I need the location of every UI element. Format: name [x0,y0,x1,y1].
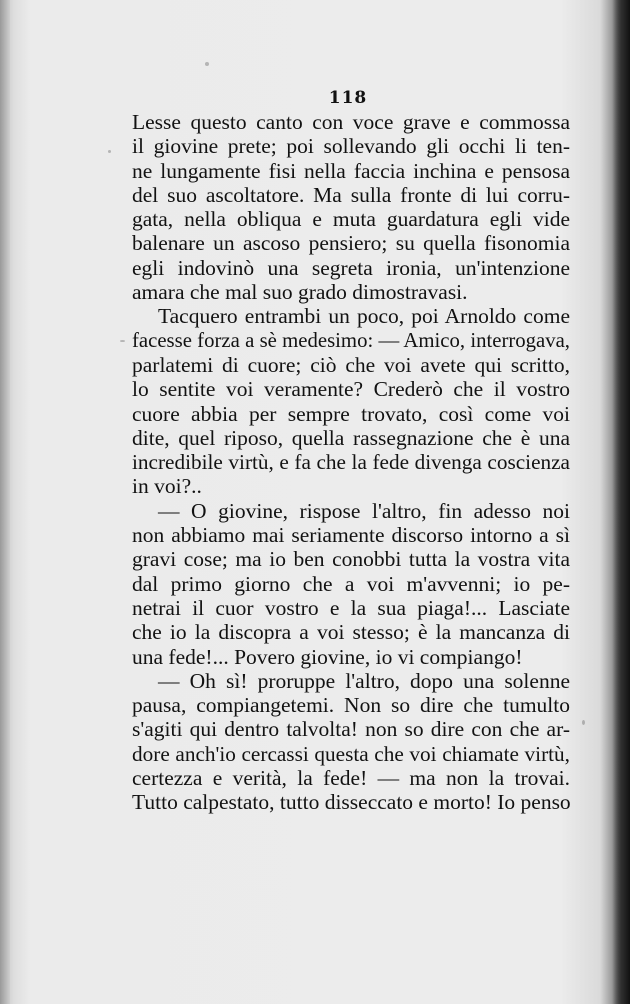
text-line: una fede!... Povero giovine, io vi compiango! [132,644,523,669]
paper-speck [205,62,209,66]
text-line: dore anch'io cercassi questa che voi chiamate virtù, [132,741,570,766]
text-line: egli indovinò una segreta ironia, un'intenzione [132,255,570,280]
paper-speck [120,340,125,342]
text-line: Tutto calpestato, tutto disseccato e morto! Io penso [132,790,571,815]
text-line: facesse forza a sè medesimo: — Amico, interrogava, [132,329,570,352]
text-line: s'agiti qui dentro talvolta! non so dire con che ar- [132,717,570,742]
paper-speck [108,150,111,153]
text-line: che io la discopra a voi stesso; è la mancanza di [132,620,570,645]
text-line: certezza e verità, la fede! — ma non la trovai. [132,766,570,791]
text-line: gravi cose; ma io ben conobbi tutta la vostra vita [132,547,570,572]
text-line: del suo ascoltatore. Ma sulla fronte di lui corru- [132,182,570,207]
page-body-text [132,110,570,815]
text-line: parlatemi di cuore; ciò che voi avete qui scritto, [132,352,570,377]
text-line: — O giovine, rispose l'altro, fin adesso noi [158,498,570,523]
page-number: 118 [328,88,368,108]
paper-speck [582,720,585,725]
text-line: Tacquero entrambi un poco, poi Arnoldo come [158,304,570,329]
text-line: amara che mal suo grado dimostravasi. [132,280,468,305]
text-line: gata, nella obliqua e muta guardatura egli vide [132,207,570,232]
text-line: balenare un ascoso pensiero; su quella fisonomia [132,231,570,256]
page-left-edge [0,0,10,1004]
text-line: Lesse questo canto con voce grave e commossa [132,110,570,134]
text-line: — Oh sì! proruppe l'altro, dopo una solenne [158,668,570,693]
text-line: in voi?.. [132,474,202,499]
text-line: il giovine prete; poi sollevando gli occhi li ten- [132,134,570,159]
text-line: non abbiamo mai seriamente discorso intorno a sì [132,523,570,548]
text-line: dal primo giorno che a voi m'avvenni; io pe- [132,571,570,596]
text-line: incredibile virtù, e fa che la fede divenga coscienza [132,450,570,475]
text-line: lo sentite voi veramente? Crederò che il vostro [132,377,570,402]
text-line: cuore abbia per sempre trovato, così come voi [132,401,570,426]
text-line: netrai il cuor vostro e la sua piaga!... Lasciate [132,595,570,620]
page-gutter-shadow [612,0,630,1004]
text-line: dite, quel riposo, quella rassegnazione che è una [132,425,570,450]
text-line: pausa, compiangetemi. Non so dire che tumulto [132,693,570,718]
text-line: ne lungamente fisi nella faccia inchina e pensosa [132,158,570,183]
